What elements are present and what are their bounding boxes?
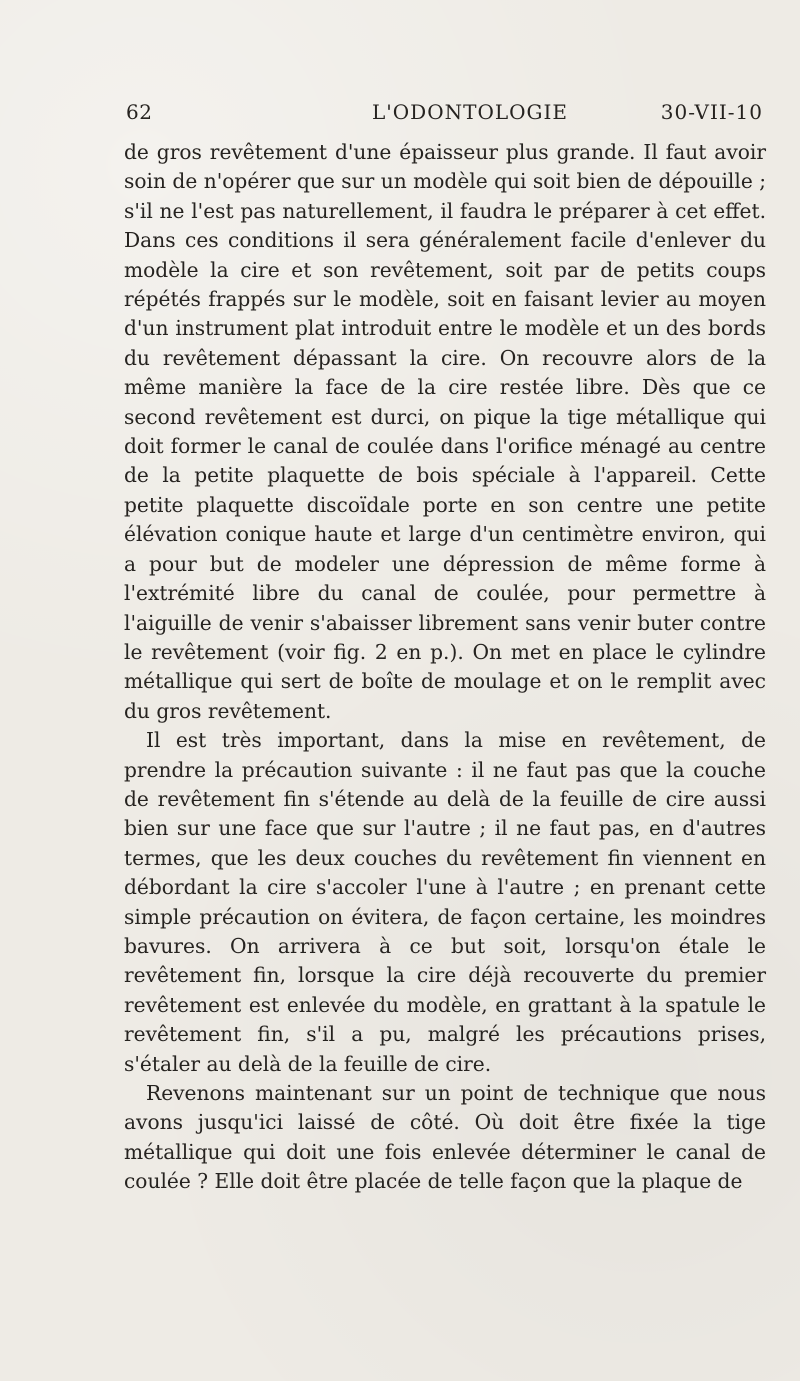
paragraph: Revenons maintenant sur un point de technique que nous avons jusqu'ici laissé de côté. Où doit être fixée la tige métallique qui doit une fois enlevée déterminer le canal de coulée ? Elle doit être placée de telle façon que la plaque de (124, 1081, 766, 1194)
paragraph: Il est très important, dans la mise en revêtement, de prendre la précaution suivante : il ne faut pas que la couche de revêtement fin s'étende au delà de la feuille de cire aussi bien sur une face que sur l'autre ; il ne faut pas, en d'autres termes, que les deux couches du revêtement fin viennent en débordant la cire s'accoler l'une à l'autre ; en prenant cette simple précaution on évitera, de façon certaine, les moindres bavures. On arrivera à ce but soit, lorsqu'on étale le revêtement fin, lorsque la cire déjà recouverte du premier revêtement est enlevée du modèle, en grattant à la spatule le revêtement fin, s'il a pu, malgré les précautions prises, s'étaler au delà de la feuille de cire. (124, 728, 766, 1076)
paragraph-continuation: de gros revêtement d'une épaisseur plus grande. Il faut avoir soin de n'opérer que sur un modèle qui soit bien de dépouille ; s'il ne l'est pas naturellement, il faudra le préparer à cet effet. Dans ces conditions il sera généralement facile d'enlever du modèle la cire et son revêtement, soit par de petits coups répétés frappés sur le modèle, soit en faisant levier au moyen d'un instrument plat introduit entre le modèle et un des bords du revêtement dépassant la cire. On recouvre alors de la même manière la face de la cire restée libre. Dès que ce second revêtement est durci, on pique la tige métallique qui doit former le canal de coulée dans l'orifice ménagé au centre de la petite plaquette de bois spéciale à l'appareil. Cette petite plaquette discoïdale porte en son centre une petite élévation conique haute et large d'un centimètre environ, qui a pour but de modeler une dépression de même forme à l'extrémité libre du canal de coulée, pour permettre à l'aiguille de venir s'abaisser librement sans venir buter contre le revêtement (voir fig. 2 en p.). On met en place le cylindre métallique qui sert de boîte de moulage et on le remplit avec du gros revêtement. (124, 140, 766, 723)
page-number: 62 (126, 100, 153, 124)
journal-title: L'ODONTOLOGIE (372, 100, 568, 124)
issue-date: 30-VII-10 (660, 100, 763, 124)
running-header (126, 100, 763, 130)
body-text (124, 138, 766, 1197)
